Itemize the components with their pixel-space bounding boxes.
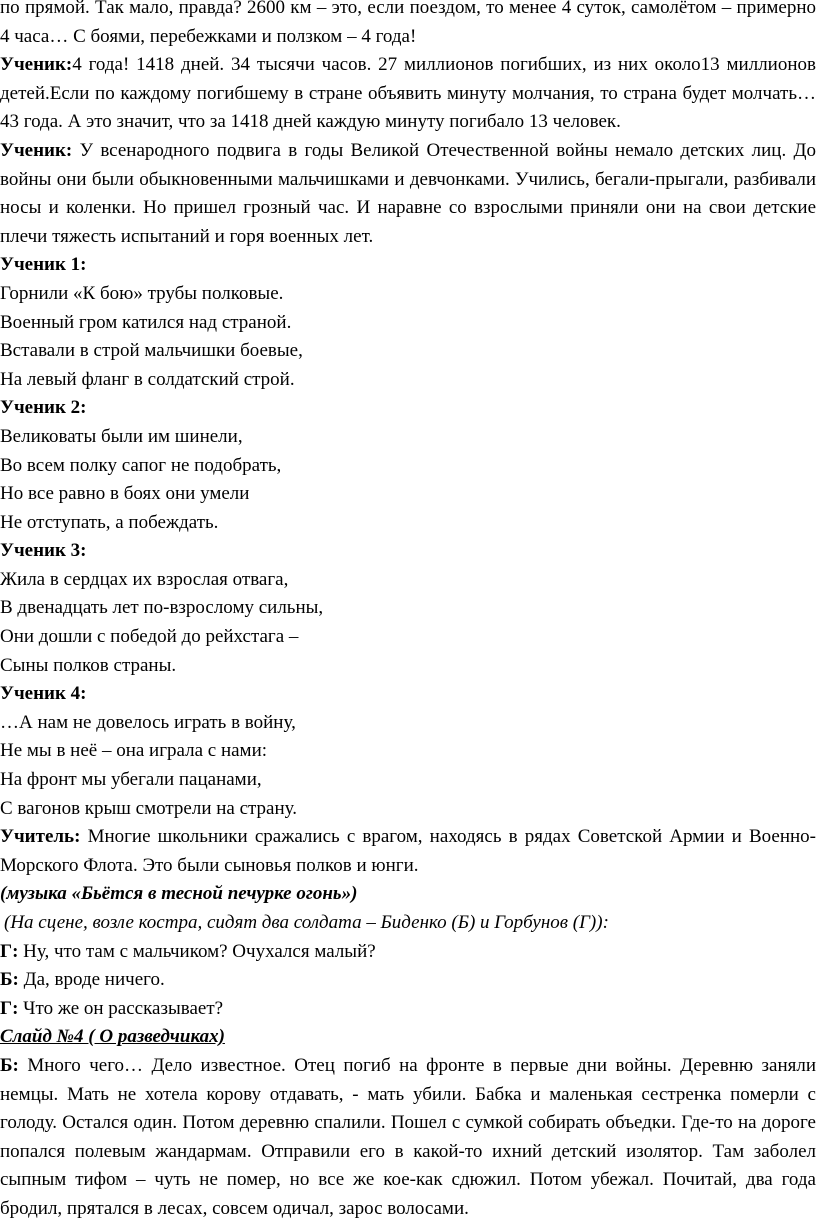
- poem-1-speaker: Ученик 1:: [0, 254, 87, 276]
- intro-paragraph: по прямой. Так мало, правда? 2600 км – это, если поездом, то менее 4 суток, самолётом – примерно 4 часа… С боями, перебежками и ползком – 4 года!: [0, 0, 816, 47]
- speech-text: 4 года! 1418 дней. 34 тысячи часов. 27 миллионов погибших, из них около13 миллионов детей.Если по каждому погибшему в стране объявить минуту молчания, то страна будет молчать… 43 года. А это значит, что за 1418 дней каждую минуту погибало 13 человек.: [0, 54, 816, 133]
- final-speech: [0, 1052, 816, 1224]
- poem-2-speaker: Ученик 2:: [0, 397, 87, 419]
- dialogue-line: [0, 995, 816, 1024]
- speech-text: Много чего… Дело известное. Отец погиб на фронте в первые дни войны. Деревню заняли немцы. Мать не хотела корову отдавать, - мать убили. Бабка и маленькая сестренка померли с голоду. Остался один. Потом деревню спалили. Пошел с сумкой собирать объедки. Где-то на дороге попался полевым жандармам. Отправили его в какой-то ихний детский изолятор. Там заболел сыпным тифом – чуть не помер, но все же кое-как сдюжил. Потом убежал. Почитай, два года бродил, прятался в лесах, совсем одичал, зарос волосами.: [0, 1054, 816, 1219]
- poem-line: На фронт мы убегали пацанами,: [0, 769, 262, 791]
- poem-line: Вставали в строй мальчишки боевые,: [0, 340, 303, 362]
- poem-line: Во всем полку сапог не подобрать,: [0, 454, 282, 476]
- speech-text: Многие школьники сражались с врагом, находясь в рядах Советской Армии и Военно-Морского Флота. Это были сыновья полков и юнги.: [0, 826, 816, 876]
- dialogue-line: [0, 966, 816, 995]
- speaker-label: Ученик:: [0, 139, 73, 161]
- poem-4-speaker: Ученик 4:: [0, 683, 87, 705]
- poem-line: С вагонов крыш смотрели на страну.: [0, 797, 298, 819]
- poem-line: Не мы в неё – она играла с нами:: [0, 740, 268, 762]
- stage-direction: (На сцене, возле костра, сидят два солдата – Биденко (Б) и Горбунов (Г)):: [4, 912, 609, 933]
- speaker-label: Учитель:: [0, 826, 81, 848]
- poem-line: Великоваты были им шинели,: [0, 425, 243, 447]
- poem-line: Они дошли с победой до рейхстага –: [0, 626, 299, 648]
- speaker-label: Б:: [0, 1054, 19, 1076]
- music-note: (музыка «Бьётся в тесной печурке огонь»): [0, 883, 358, 905]
- poem-line: На левый фланг в солдатский строй.: [0, 368, 295, 390]
- pupil-speech-1: [0, 51, 816, 137]
- poem-line: В двенадцать лет по-взрослому сильны,: [0, 597, 324, 619]
- dialogue-line: [0, 938, 816, 967]
- poem-line: Горнили «К бою» трубы полковые.: [0, 282, 284, 304]
- speaker-label: Г:: [0, 997, 19, 1019]
- poem-line: Сыны полков страны.: [0, 654, 177, 676]
- dialogue-text: Ну, что там с мальчиком? Очухался малый?: [18, 940, 376, 962]
- slide-title: Слайд №4 ( О разведчиках): [0, 1026, 225, 1048]
- speaker-label: Г:: [0, 940, 19, 962]
- speaker-label: Б:: [0, 969, 19, 991]
- pupil-speech-2: [0, 137, 816, 251]
- poem-line: …А нам не довелось играть в войну,: [0, 711, 296, 733]
- poem-line: Не отступать, а побеждать.: [0, 511, 219, 533]
- dialogue-text: Что же он рассказывает?: [18, 997, 224, 1019]
- dialogue-text: Да, вроде ничего.: [18, 969, 165, 991]
- speaker-label: Ученик:: [0, 54, 73, 76]
- speech-text: У всенародного подвига в годы Великой Отечественной войны немало детских лиц. До войны они были обыкновенными мальчишками и девчонками. Учились, бегали-прыгали, разбивали носы и коленки. Но пришел грозный час. И наравне со взрослыми приняли они на свои детские плечи тяжесть испытаний и горя военных лет.: [0, 139, 816, 247]
- poem-line: Но все равно в боях они умели: [0, 483, 250, 505]
- poem-line: Жила в сердцах их взрослая отвага,: [0, 568, 289, 590]
- poem-3-speaker: Ученик 3:: [0, 540, 87, 562]
- poem-line: Военный гром катился над страной.: [0, 311, 292, 333]
- teacher-speech: [0, 823, 816, 880]
